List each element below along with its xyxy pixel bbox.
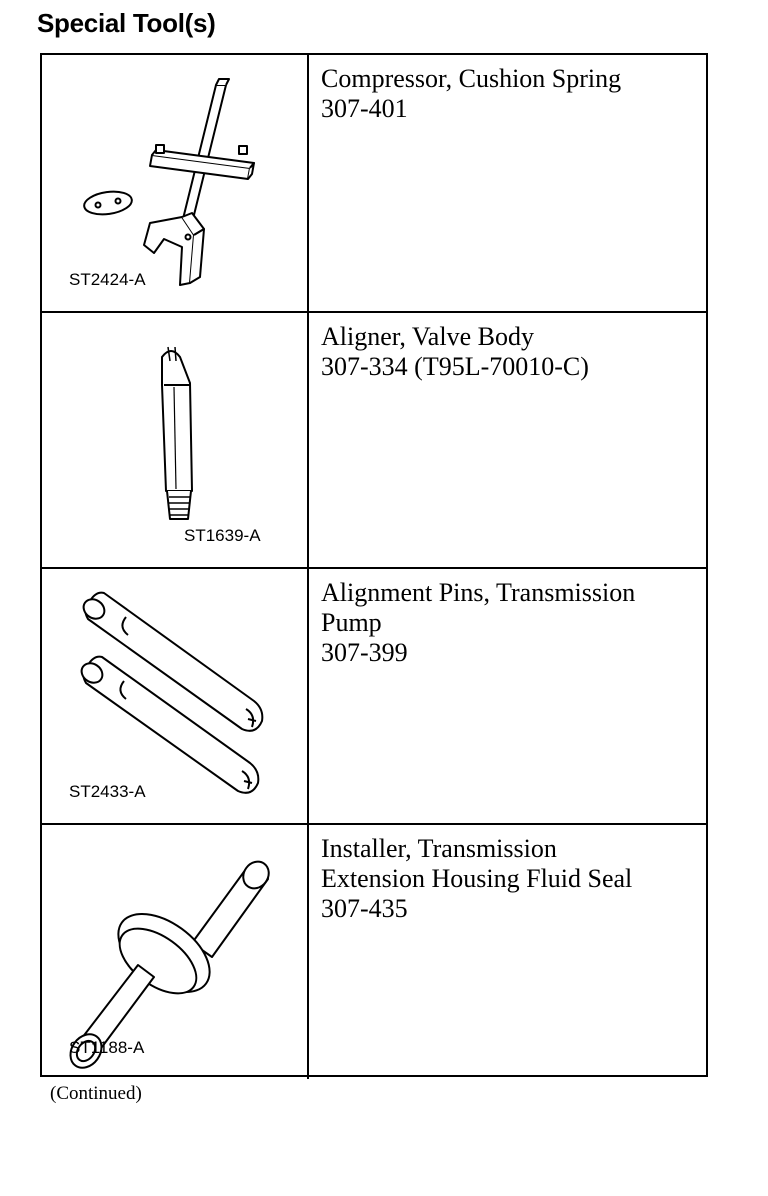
illustration-id: ST2424-A xyxy=(69,270,146,289)
valve-body-aligner-icon xyxy=(42,313,307,567)
illustration-id: ST2433-A xyxy=(69,782,146,801)
continued-note: (Continued) xyxy=(50,1083,142,1104)
tool-row-seal-installer xyxy=(42,823,706,1079)
tool-name-line-2: Pump xyxy=(321,608,382,637)
tool-number: 307-334 (T95L-70010-C) xyxy=(321,352,589,381)
tool-image-cell xyxy=(42,313,309,567)
tool-row-aligner xyxy=(42,311,706,567)
tool-number: 307-401 xyxy=(321,94,408,123)
tool-description xyxy=(309,569,706,823)
tool-description xyxy=(309,825,706,1079)
tool-description xyxy=(309,55,706,311)
tool-description xyxy=(309,313,706,567)
tool-number: 307-435 xyxy=(321,894,408,923)
tool-name: Compressor, Cushion Spring xyxy=(321,64,622,93)
tool-row-alignment-pins xyxy=(42,567,706,823)
illustration-id: ST1639-A xyxy=(184,526,261,545)
page-title: Special Tool(s) xyxy=(37,8,216,38)
tool-image-cell xyxy=(42,55,309,311)
tool-image-cell xyxy=(42,569,309,823)
illustration-id: ST1188-A xyxy=(69,1038,145,1057)
tool-name-line-1: Alignment Pins, Transmission xyxy=(321,578,636,607)
tool-name-line-2: Extension Housing Fluid Seal xyxy=(321,864,633,893)
tool-name: Aligner, Valve Body xyxy=(321,322,534,351)
tool-row-compressor xyxy=(42,55,706,311)
tool-number: 307-399 xyxy=(321,638,408,667)
tool-image-cell xyxy=(42,825,309,1079)
tool-name-line-1: Installer, Transmission xyxy=(321,834,557,863)
special-tools-table xyxy=(40,53,708,1077)
